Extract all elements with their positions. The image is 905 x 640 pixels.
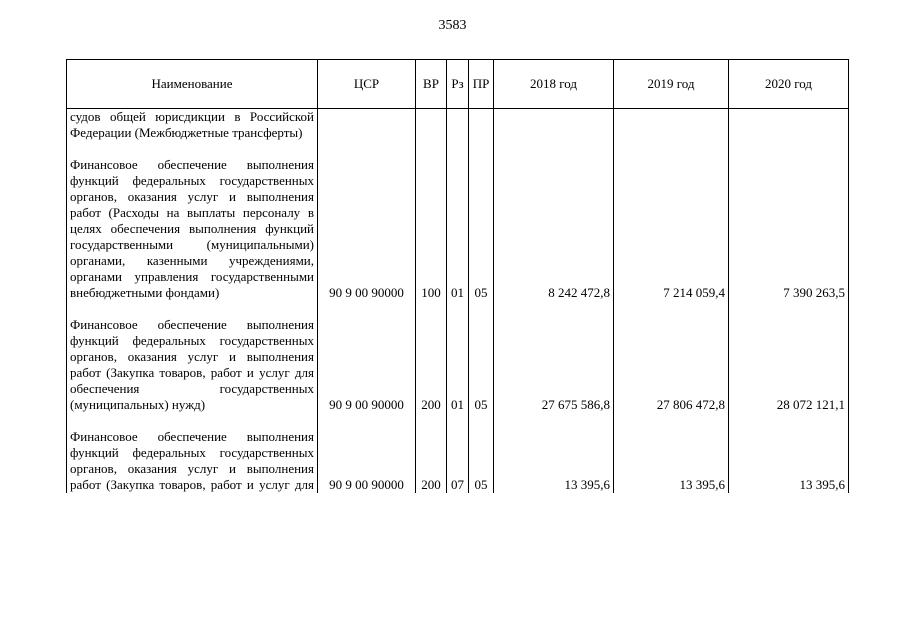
row-name: Финансовое обеспечение выполнения функций федеральных государственных органов, оказания услуг и выполнения работ (Закупка товаров, работ и услуг для обеспечения государственных (муниципальных) нужд) <box>67 317 318 413</box>
row-name: судов общей юрисдикции в Российской Федерации (Межбюджетные трансферты) <box>67 109 318 142</box>
table-row <box>67 157 849 301</box>
row-2019: 7 214 059,4 <box>614 157 729 301</box>
table-row <box>67 317 849 413</box>
page-number: 3583 <box>438 18 467 33</box>
row-rz <box>447 109 469 142</box>
row-vr: 100 <box>416 157 447 301</box>
row-2020 <box>729 109 849 142</box>
row-pr: 05 <box>469 429 494 493</box>
row-rz: 07 <box>447 429 469 493</box>
header-2019: 2019 год <box>614 60 729 109</box>
row-rz: 01 <box>447 317 469 413</box>
header-2018: 2018 год <box>494 60 614 109</box>
row-2018: 13 395,6 <box>494 429 614 493</box>
row-csr: 90 9 00 90000 <box>318 157 416 301</box>
row-2019: 27 806 472,8 <box>614 317 729 413</box>
budget-table <box>66 59 849 493</box>
row-csr: 90 9 00 90000 <box>318 429 416 493</box>
row-2018: 27 675 586,8 <box>494 317 614 413</box>
row-name: Финансовое обеспечение выполнения функций федеральных государственных органов, оказания услуг и выполнения работ (Расходы на выплаты персоналу в целях обеспечения выполнения функций государственными (муниципальными) органами, казенными учреждениями, органами управления государственными внебюджетными фондами) <box>67 157 318 301</box>
header-2020: 2020 год <box>729 60 849 109</box>
row-2020: 28 072 121,1 <box>729 317 849 413</box>
header-name: Наименование <box>67 60 318 109</box>
row-spacer <box>67 301 849 317</box>
row-pr: 05 <box>469 157 494 301</box>
table-row <box>67 109 849 142</box>
row-name: Финансовое обеспечение выполнения функций федеральных государственных органов, оказания услуг и выполнения работ (Закупка товаров, работ и услуг для <box>67 429 318 493</box>
row-pr <box>469 109 494 142</box>
table-row <box>67 429 849 493</box>
row-spacer <box>67 141 849 157</box>
row-vr: 200 <box>416 429 447 493</box>
row-csr: 90 9 00 90000 <box>318 317 416 413</box>
row-2020: 13 395,6 <box>729 429 849 493</box>
row-2019 <box>614 109 729 142</box>
row-vr: 200 <box>416 317 447 413</box>
row-pr: 05 <box>469 317 494 413</box>
row-2018: 8 242 472,8 <box>494 157 614 301</box>
row-rz: 01 <box>447 157 469 301</box>
header-pr: ПР <box>469 60 494 109</box>
header-rz: Рз <box>447 60 469 109</box>
row-2019: 13 395,6 <box>614 429 729 493</box>
row-csr <box>318 109 416 142</box>
header-vr: ВР <box>416 60 447 109</box>
table-header-row <box>67 60 849 109</box>
row-2020: 7 390 263,5 <box>729 157 849 301</box>
header-csr: ЦСР <box>318 60 416 109</box>
row-spacer <box>67 413 849 429</box>
row-vr <box>416 109 447 142</box>
row-2018 <box>494 109 614 142</box>
